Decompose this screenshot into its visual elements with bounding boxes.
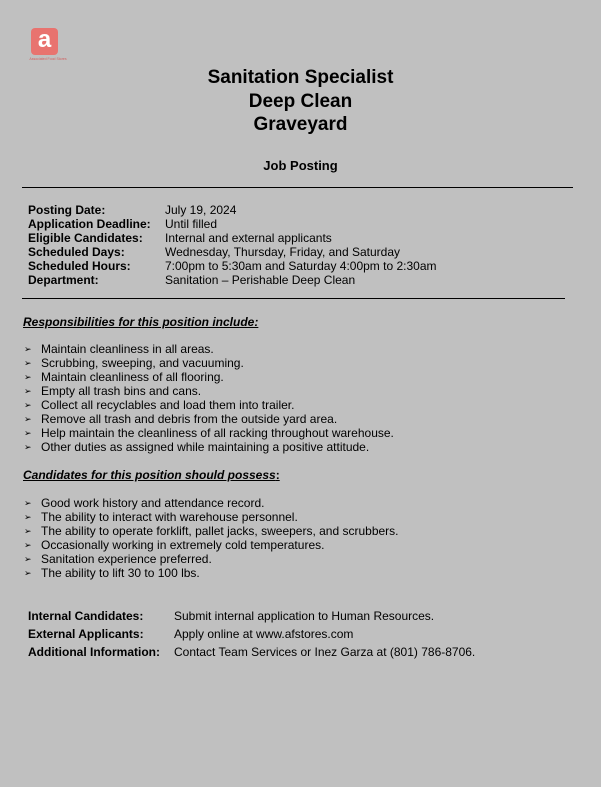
arrow-bullet-icon: ➢ bbox=[24, 386, 32, 396]
contact-value: Submit internal application to Human Resources. bbox=[174, 609, 435, 623]
detail-value: Wednesday, Thursday, Friday, and Saturday bbox=[165, 245, 401, 259]
list-item-text: The ability to operate forklift, pallet jacks, sweepers, and scrubbers. bbox=[41, 524, 399, 538]
list-item bbox=[24, 566, 399, 580]
detail-row bbox=[28, 259, 437, 273]
logo-letter: a bbox=[37, 26, 52, 53]
arrow-bullet-icon: ➢ bbox=[24, 554, 32, 564]
title-line-1: Sanitation Specialist bbox=[207, 67, 394, 88]
list-item-text: Maintain cleanliness of all flooring. bbox=[41, 370, 224, 384]
list-item bbox=[24, 496, 399, 510]
list-item-text: Remove all trash and debris from the outside yard area. bbox=[41, 412, 338, 426]
detail-label: Scheduled Days: bbox=[28, 245, 125, 259]
detail-value: 7:00pm to 5:30am and Saturday 4:00pm to 2:30am bbox=[165, 259, 437, 273]
posting-details bbox=[28, 203, 437, 287]
qualifications-heading-text: Candidates for this position should possess bbox=[23, 468, 276, 482]
logo-badge bbox=[31, 28, 58, 55]
contact-info bbox=[28, 607, 475, 661]
title-line-3: Graveyard bbox=[253, 114, 348, 135]
list-item bbox=[24, 440, 394, 454]
document-subtitle: Job Posting bbox=[263, 158, 338, 173]
detail-value: July 19, 2024 bbox=[165, 203, 237, 217]
list-item-text: Occasionally working in extremely cold temperatures. bbox=[41, 538, 325, 552]
list-item-text: Good work history and attendance record. bbox=[41, 496, 265, 510]
job-title bbox=[0, 66, 601, 137]
list-item bbox=[24, 370, 394, 384]
list-item bbox=[24, 384, 394, 398]
company-logo bbox=[24, 28, 72, 64]
detail-label: Scheduled Hours: bbox=[28, 259, 131, 273]
contact-row bbox=[28, 607, 475, 625]
arrow-bullet-icon: ➢ bbox=[24, 568, 32, 578]
detail-value: Sanitation – Perishable Deep Clean bbox=[165, 273, 356, 287]
detail-value: Until filled bbox=[165, 217, 218, 231]
divider-bottom bbox=[22, 298, 565, 299]
detail-label: Posting Date: bbox=[28, 203, 106, 217]
contact-label: Additional Information: bbox=[28, 645, 160, 659]
responsibilities-list bbox=[24, 342, 394, 454]
divider-top bbox=[22, 187, 573, 188]
list-item-text: Maintain cleanliness in all areas. bbox=[41, 342, 214, 356]
list-item bbox=[24, 356, 394, 370]
arrow-bullet-icon: ➢ bbox=[24, 358, 32, 368]
detail-row bbox=[28, 245, 437, 259]
detail-label: Department: bbox=[28, 273, 99, 287]
arrow-bullet-icon: ➢ bbox=[24, 400, 32, 410]
qualifications-heading bbox=[23, 468, 280, 482]
detail-row bbox=[28, 231, 437, 245]
list-item-text: Help maintain the cleanliness of all racking throughout warehouse. bbox=[41, 426, 394, 440]
list-item bbox=[24, 398, 394, 412]
arrow-bullet-icon: ➢ bbox=[24, 498, 32, 508]
arrow-bullet-icon: ➢ bbox=[24, 442, 32, 452]
list-item bbox=[24, 342, 394, 356]
list-item-text: Other duties as assigned while maintaining a positive attitude. bbox=[41, 440, 370, 454]
detail-value: Internal and external applicants bbox=[165, 231, 332, 245]
detail-row bbox=[28, 217, 437, 231]
contact-row bbox=[28, 625, 475, 643]
detail-row bbox=[28, 203, 437, 217]
arrow-bullet-icon: ➢ bbox=[24, 428, 32, 438]
arrow-bullet-icon: ➢ bbox=[24, 512, 32, 522]
detail-label: Application Deadline: bbox=[28, 217, 151, 231]
list-item bbox=[24, 412, 394, 426]
arrow-bullet-icon: ➢ bbox=[24, 540, 32, 550]
list-item bbox=[24, 510, 399, 524]
contact-label: Internal Candidates: bbox=[28, 609, 144, 623]
contact-value: Contact Team Services or Inez Garza at (801) 786-8706. bbox=[174, 645, 476, 659]
detail-label: Eligible Candidates: bbox=[28, 231, 143, 245]
list-item-text: Scrubbing, sweeping, and vacuuming. bbox=[41, 356, 244, 370]
title-line-2: Deep Clean bbox=[248, 90, 353, 112]
arrow-bullet-icon: ➢ bbox=[24, 414, 32, 424]
responsibilities-heading: Responsibilities for this position include: bbox=[23, 315, 259, 329]
list-item-text: The ability to interact with warehouse personnel. bbox=[41, 510, 298, 524]
list-item bbox=[24, 426, 394, 440]
qualifications-list bbox=[24, 496, 399, 580]
arrow-bullet-icon: ➢ bbox=[24, 526, 32, 536]
list-item-text: Collect all recyclables and load them into trailer. bbox=[41, 398, 295, 412]
contact-label: External Applicants: bbox=[28, 627, 144, 641]
list-item-text: Sanitation experience preferred. bbox=[41, 552, 212, 566]
contact-value: Apply online at www.afstores.com bbox=[174, 627, 354, 641]
logo-tagline: Associated Food Stores bbox=[29, 57, 67, 61]
arrow-bullet-icon: ➢ bbox=[24, 344, 32, 354]
list-item bbox=[24, 538, 399, 552]
list-item-text: Empty all trash bins and cans. bbox=[41, 384, 202, 398]
arrow-bullet-icon: ➢ bbox=[24, 372, 32, 382]
list-item-text: The ability to lift 30 to 100 lbs. bbox=[41, 566, 200, 580]
qualifications-heading-colon: : bbox=[275, 468, 280, 482]
list-item bbox=[24, 552, 399, 566]
list-item bbox=[24, 524, 399, 538]
contact-row bbox=[28, 643, 475, 661]
detail-row bbox=[28, 273, 437, 287]
